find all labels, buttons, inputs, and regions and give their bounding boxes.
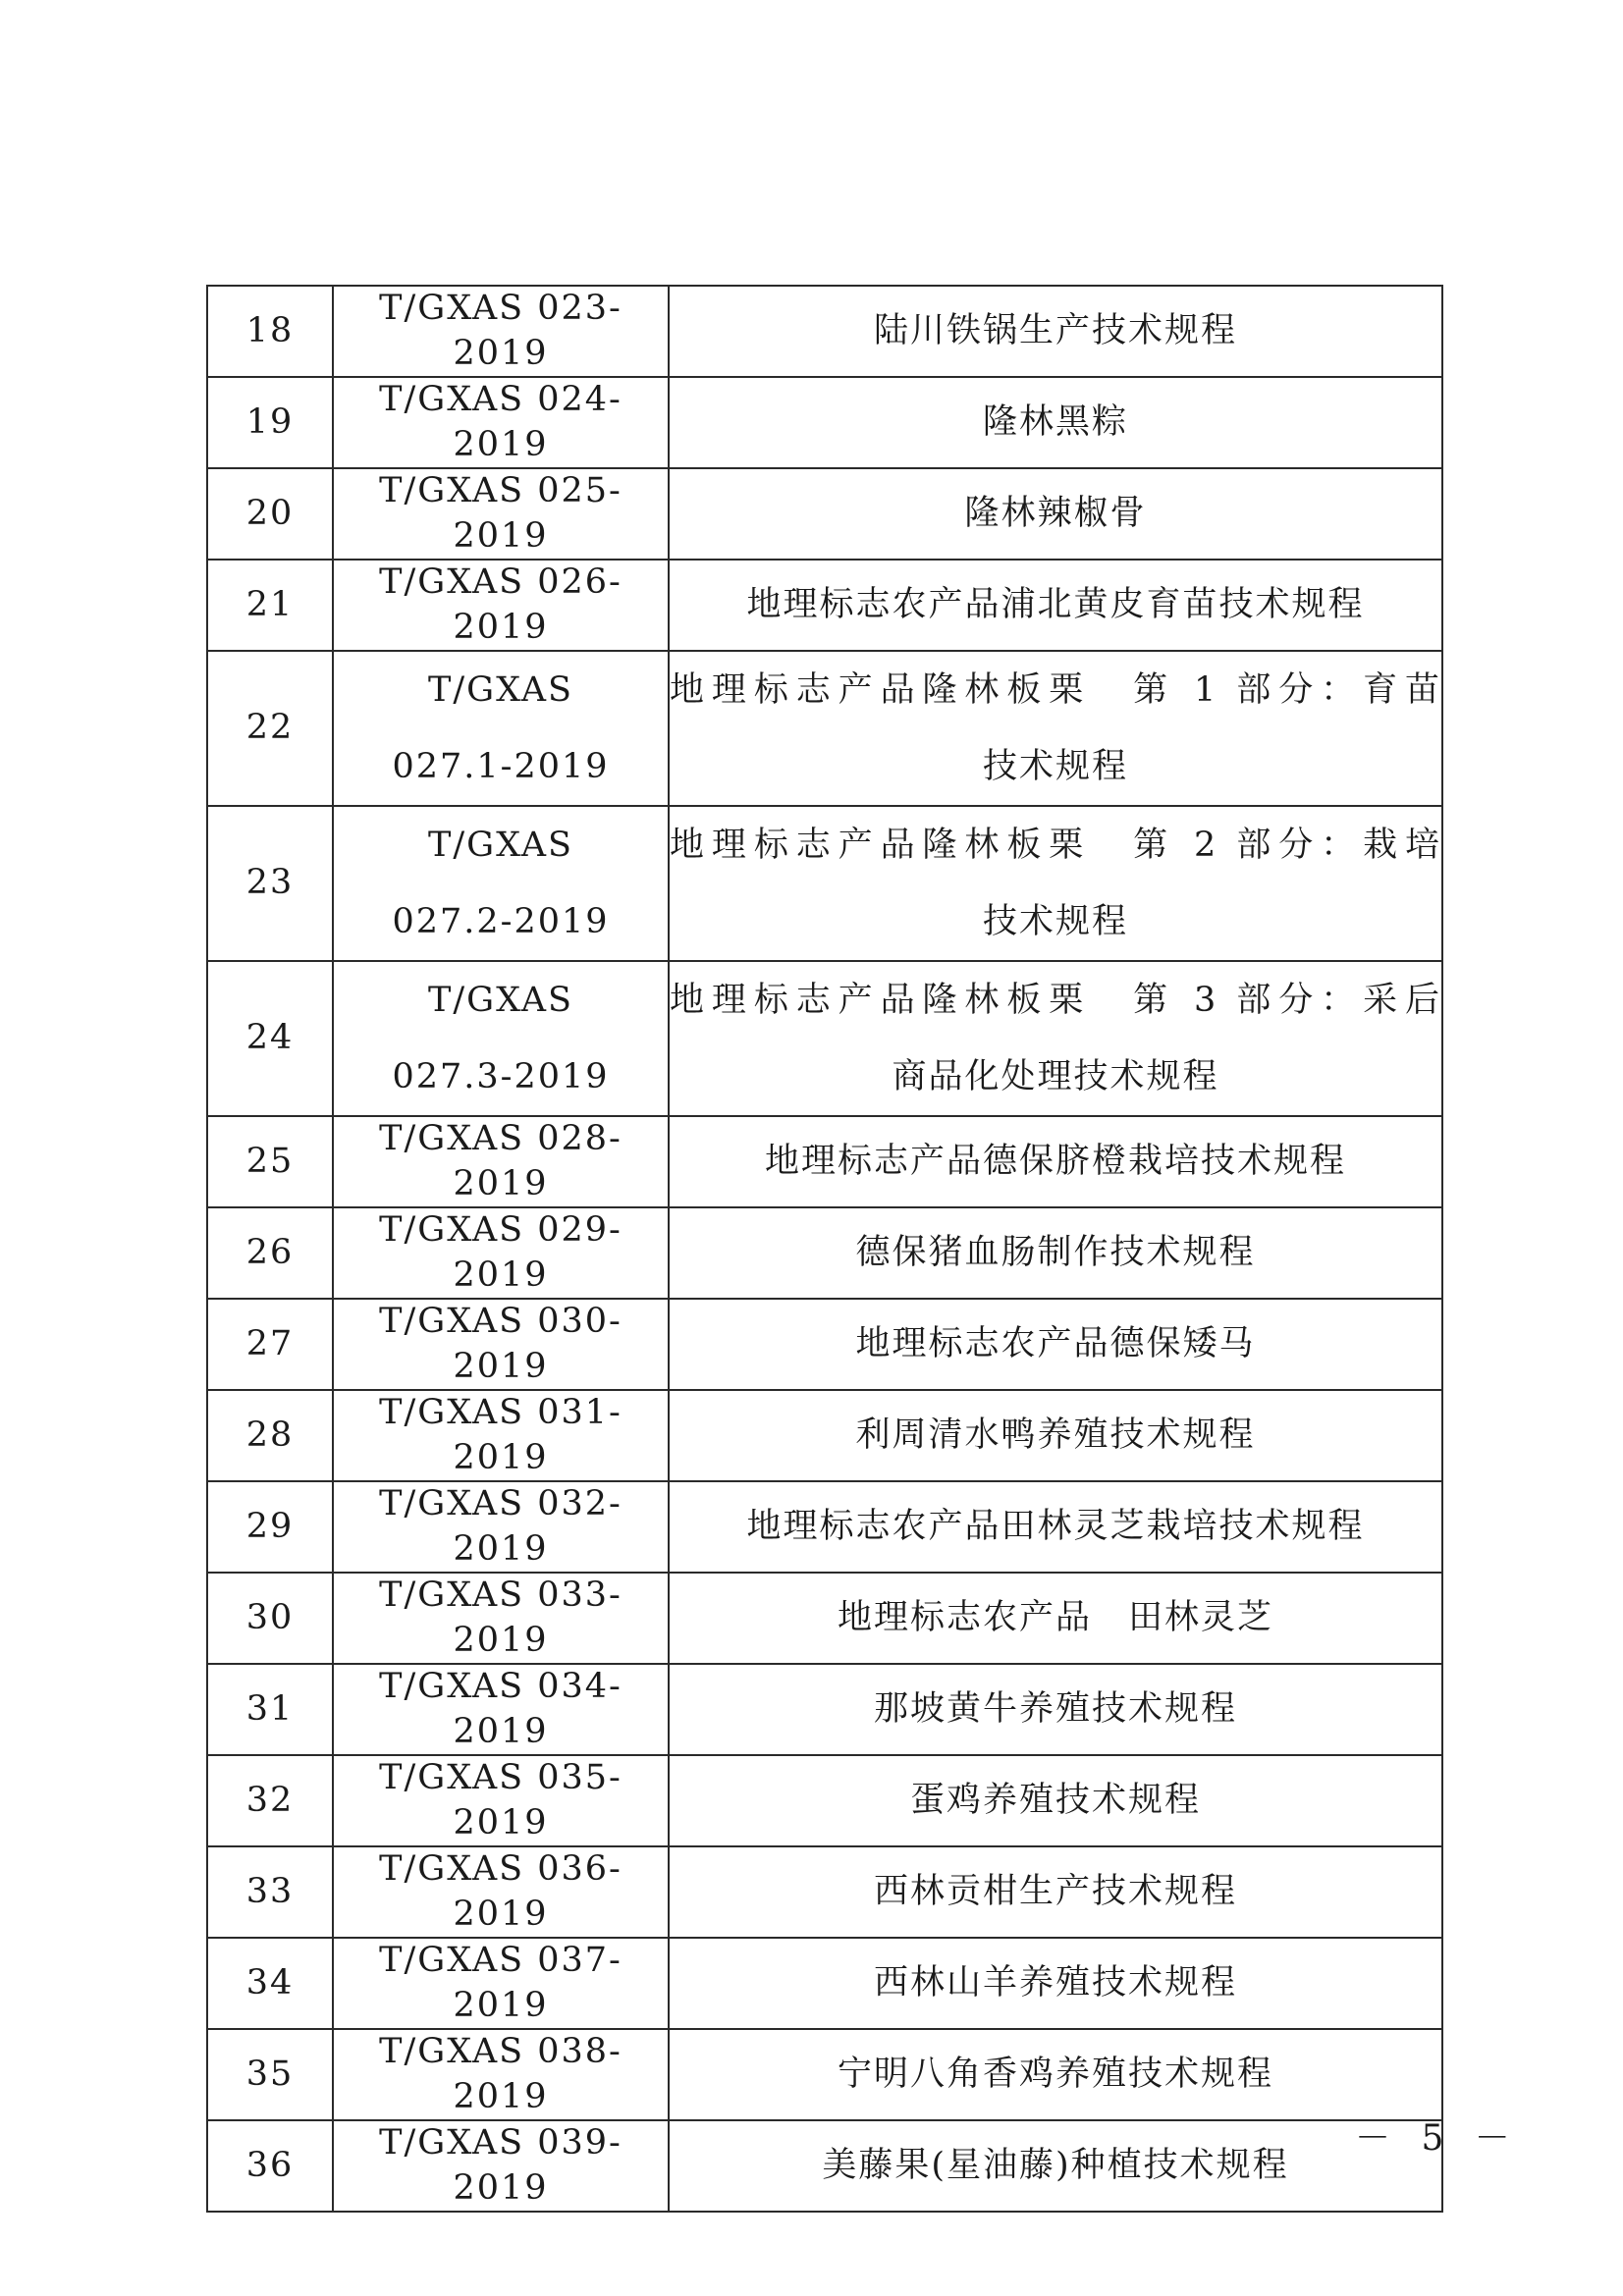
standard-code: T/GXAS 038-2019 (333, 2029, 669, 2120)
row-number: 25 (207, 1116, 333, 1207)
table-row (207, 1938, 1442, 2029)
standard-title (669, 961, 1442, 1116)
row-number: 29 (207, 1481, 333, 1573)
table-row (207, 560, 1442, 651)
standard-code: T/GXAS 032-2019 (333, 1481, 669, 1573)
row-number: 19 (207, 377, 333, 468)
table-row (207, 806, 1442, 961)
row-number: 28 (207, 1390, 333, 1481)
standard-code: T/GXAS 033-2019 (333, 1573, 669, 1664)
row-number: 27 (207, 1299, 333, 1390)
standard-title-line-2: 商品化处理技术规程 (892, 1057, 1219, 1096)
standard-code: T/GXAS 023-2019 (333, 286, 669, 377)
standard-title: 美藤果(星油藤)种植技术规程 (669, 2120, 1442, 2212)
standard-code: T/GXAS 039-2019 (333, 2120, 669, 2212)
page-number: － 5 － (1355, 2118, 1520, 2159)
table-row (207, 468, 1442, 560)
table-row (207, 286, 1442, 377)
row-number: 20 (207, 468, 333, 560)
standard-title-line-1: 地理标志产品隆林板栗 第 1 部分：育苗 (670, 670, 1441, 710)
row-number: 24 (207, 961, 333, 1116)
row-number: 22 (207, 651, 333, 806)
table-row (207, 1573, 1442, 1664)
standard-code-line-2: 027.3-2019 (392, 1057, 610, 1096)
row-number: 34 (207, 1938, 333, 2029)
standard-title: 利周清水鸭养殖技术规程 (669, 1390, 1442, 1481)
table-row (207, 377, 1442, 468)
table-row (207, 1664, 1442, 1755)
standard-title: 陆川铁锅生产技术规程 (669, 286, 1442, 377)
standard-code: T/GXAS 034-2019 (333, 1664, 669, 1755)
standard-title-line-1: 地理标志产品隆林板栗 第 2 部分：栽培 (670, 826, 1441, 865)
standard-title: 地理标志农产品德保矮马 (669, 1299, 1442, 1390)
standard-title: 地理标志农产品田林灵芝栽培技术规程 (669, 1481, 1442, 1573)
standard-code: T/GXAS 031-2019 (333, 1390, 669, 1481)
standard-code: T/GXAS 026-2019 (333, 560, 669, 651)
table-row (207, 1116, 1442, 1207)
standard-code (333, 961, 669, 1116)
standard-code (333, 651, 669, 806)
table-row (207, 961, 1442, 1116)
standard-code-line-1: T/GXAS (427, 670, 574, 710)
table-row (207, 1390, 1442, 1481)
standard-code: T/GXAS 024-2019 (333, 377, 669, 468)
standard-title: 那坡黄牛养殖技术规程 (669, 1664, 1442, 1755)
row-number: 21 (207, 560, 333, 651)
table-row (207, 1481, 1442, 1573)
standard-code-line-2: 027.1-2019 (392, 747, 610, 786)
standard-title: 西林贡柑生产技术规程 (669, 1846, 1442, 1938)
standard-title: 宁明八角香鸡养殖技术规程 (669, 2029, 1442, 2120)
row-number: 35 (207, 2029, 333, 2120)
table-row (207, 1846, 1442, 1938)
table-row (207, 2120, 1442, 2212)
standard-title-line-1: 地理标志产品隆林板栗 第 3 部分：采后 (670, 981, 1441, 1020)
table-row (207, 1299, 1442, 1390)
standard-code: T/GXAS 035-2019 (333, 1755, 669, 1846)
table-row (207, 2029, 1442, 2120)
standard-code: T/GXAS 028-2019 (333, 1116, 669, 1207)
row-number: 18 (207, 286, 333, 377)
standard-code: T/GXAS 036-2019 (333, 1846, 669, 1938)
standard-title (669, 806, 1442, 961)
standard-title: 蛋鸡养殖技术规程 (669, 1755, 1442, 1846)
standards-table (206, 285, 1443, 2213)
standard-code-line-1: T/GXAS (427, 981, 574, 1020)
standard-title: 地理标志农产品 田林灵芝 (669, 1573, 1442, 1664)
standard-title: 地理标志农产品浦北黄皮育苗技术规程 (669, 560, 1442, 651)
row-number: 33 (207, 1846, 333, 1938)
standard-title: 地理标志产品德保脐橙栽培技术规程 (669, 1116, 1442, 1207)
table-row (207, 1207, 1442, 1299)
standard-title (669, 651, 1442, 806)
standard-title: 德保猪血肠制作技术规程 (669, 1207, 1442, 1299)
standard-code: T/GXAS 029-2019 (333, 1207, 669, 1299)
row-number: 30 (207, 1573, 333, 1664)
table-row (207, 1755, 1442, 1846)
table-row (207, 651, 1442, 806)
row-number: 23 (207, 806, 333, 961)
standard-code-line-2: 027.2-2019 (392, 902, 610, 941)
standard-title: 西林山羊养殖技术规程 (669, 1938, 1442, 2029)
standard-code: T/GXAS 025-2019 (333, 468, 669, 560)
row-number: 31 (207, 1664, 333, 1755)
row-number: 36 (207, 2120, 333, 2212)
standard-code: T/GXAS 037-2019 (333, 1938, 669, 2029)
standard-title: 隆林黑粽 (669, 377, 1442, 468)
row-number: 26 (207, 1207, 333, 1299)
standard-title-line-2: 技术规程 (982, 747, 1128, 786)
standard-code-line-1: T/GXAS (427, 826, 574, 865)
row-number: 32 (207, 1755, 333, 1846)
standard-title-line-2: 技术规程 (982, 902, 1128, 941)
standard-code: T/GXAS 030-2019 (333, 1299, 669, 1390)
standard-title: 隆林辣椒骨 (669, 468, 1442, 560)
standard-code (333, 806, 669, 961)
